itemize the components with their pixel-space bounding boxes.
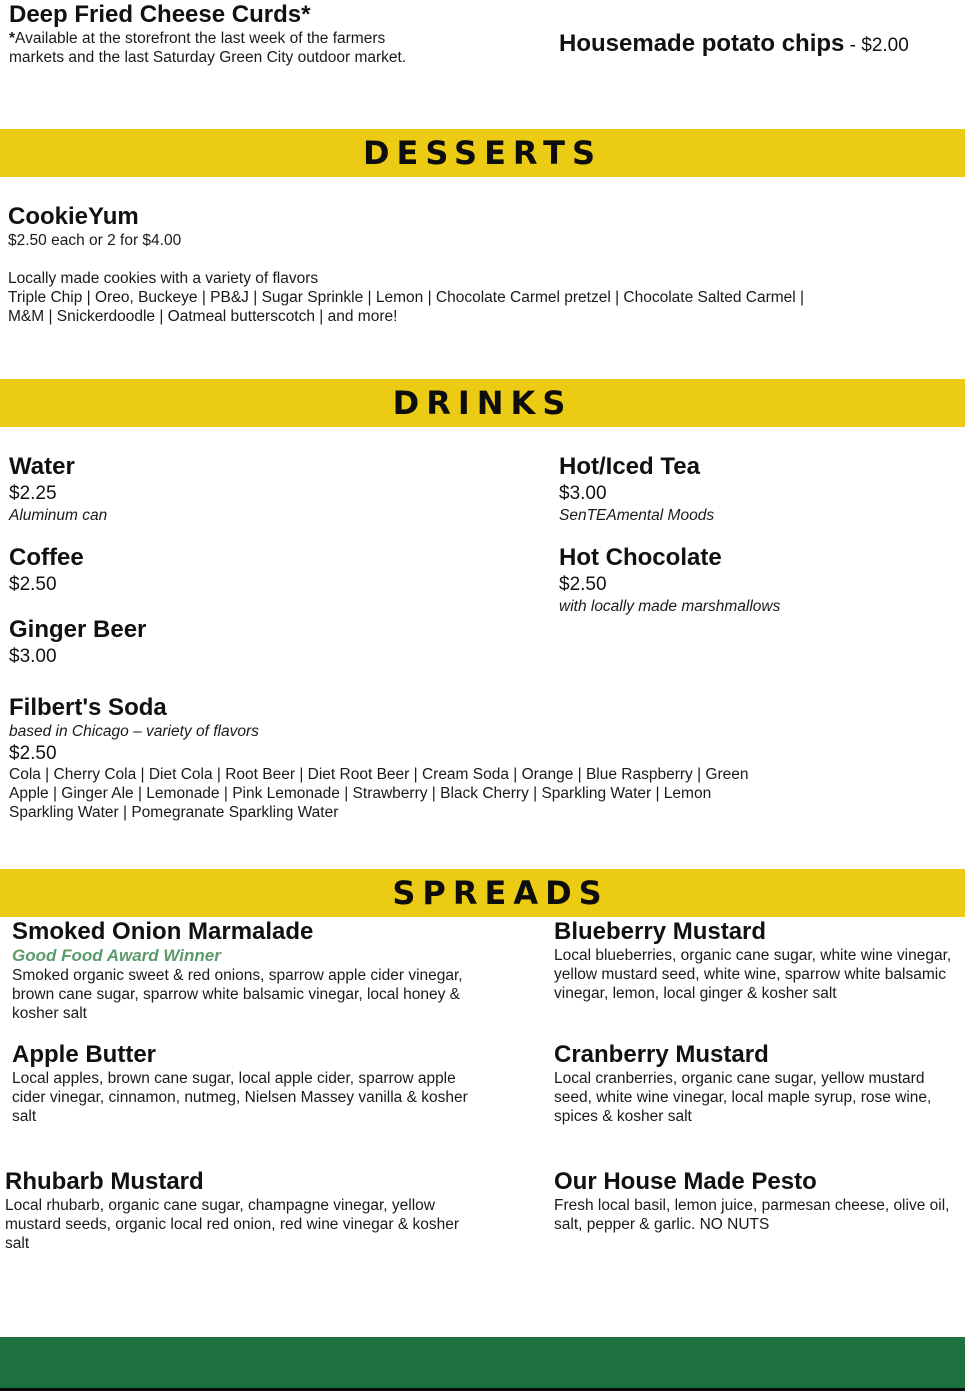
drink-title: Hot/Iced Tea <box>559 453 700 480</box>
soda-price: $2.50 <box>9 743 57 764</box>
drink-filberts-soda <box>9 694 769 822</box>
cheese-curds-note <box>9 29 419 67</box>
drink-coffee <box>9 544 84 596</box>
spread-cranberry-mustard <box>554 1041 934 1126</box>
drink-note: Aluminum can <box>9 507 108 524</box>
spread-description: Local apples, brown cane sugar, local apple cider, sparrow apple cider vinegar, cinnamon, nutmeg, Nielsen Massey vanilla & kosher salt <box>12 1070 468 1125</box>
drink-price: $2.50 <box>9 574 57 595</box>
spread-description: Local rhubarb, organic cane sugar, champagne vinegar, yellow mustard seeds, organic local red onion, red wine vinegar & kosher salt <box>5 1197 460 1252</box>
soda-note: based in Chicago – variety of flavors <box>9 723 259 740</box>
spread-house-pesto <box>554 1168 965 1234</box>
drink-water <box>9 453 107 525</box>
desserts-heading: DESSERTS <box>362 134 602 172</box>
cookieyum-price: $2.50 each or 2 for $4.00 <box>8 232 182 249</box>
spread-description: Smoked organic sweet & red onions, sparrow apple cider vinegar, brown cane sugar, sparrow white balsamic vinegar, local honey & kosher salt <box>12 967 463 1022</box>
potato-chips-item <box>559 30 909 58</box>
spread-title: Apple Butter <box>12 1041 156 1068</box>
drink-tea <box>559 453 714 525</box>
drink-title: Ginger Beer <box>9 616 147 643</box>
spread-smoked-onion <box>12 918 482 1023</box>
asterisk: * <box>9 30 16 47</box>
drink-note: with locally made marshmallows <box>559 598 781 615</box>
spread-title: Our House Made Pesto <box>554 1168 817 1195</box>
drink-title: Hot Chocolate <box>559 544 722 571</box>
drink-note: SenTEAmental Moods <box>559 507 715 524</box>
drink-price: $2.50 <box>559 574 607 595</box>
spread-title: Blueberry Mustard <box>554 918 767 945</box>
potato-chips-price: - $2.00 <box>844 35 909 56</box>
drink-hot-chocolate <box>559 544 780 616</box>
award-badge: Good Food Award Winner <box>12 946 221 965</box>
spread-title: Rhubarb Mustard <box>5 1168 204 1195</box>
spreads-banner <box>0 869 965 917</box>
soda-title: Filbert's Soda <box>9 694 167 721</box>
cheese-curds-title: Deep Fried Cheese Curds* <box>9 1 311 28</box>
spread-description: Fresh local basil, lemon juice, parmesan cheese, olive oil, salt, pepper & garlic. NO NUTS <box>554 1197 950 1233</box>
soda-flavors: Cola | Cherry Cola | Diet Cola | Root Beer | Diet Root Beer | Cream Soda | Orange | Blue Raspberry | Green Apple | Ginger Ale | Lemonade | Pink Lemonade | Strawberry | Black Cherry | Sparkling Water | Lemon Sparkling Water | Pomegranate Sparkling Water <box>9 766 749 821</box>
spread-description: Local cranberries, organic cane sugar, yellow mustard seed, white wine vinegar, local maple syrup, rose wine, spices & kosher salt <box>554 1070 932 1125</box>
drinks-heading: DRINKS <box>392 384 573 422</box>
spread-title: Smoked Onion Marmalade <box>12 918 314 945</box>
drink-title: Coffee <box>9 544 84 571</box>
cookieyum-flavors: Triple Chip | Oreo, Buckeye | PB&J | Sugar Sprinkle | Lemon | Chocolate Carmel pretzel | Chocolate Salted Carmel | M&M | Snickerdoodle | Oatmeal butterscotch | and more! <box>8 289 805 325</box>
drink-price: $3.00 <box>9 646 57 667</box>
cookieyum-description: Locally made cookies with a variety of flavors <box>8 270 319 287</box>
spread-rhubarb-mustard <box>5 1168 460 1253</box>
spread-apple-butter <box>12 1041 482 1126</box>
drink-ginger-beer <box>9 616 146 668</box>
desserts-banner <box>0 129 965 177</box>
drink-price: $2.25 <box>9 483 57 504</box>
cheese-curds-note-text: Available at the storefront the last week of the farmers markets and the last Saturday Green City outdoor market. <box>9 30 407 66</box>
drink-price: $3.00 <box>559 483 607 504</box>
potato-chips-title: Housemade potato chips <box>559 30 845 57</box>
spread-title: Cranberry Mustard <box>554 1041 769 1068</box>
cookieyum-title: CookieYum <box>8 203 139 230</box>
footer-bar <box>0 1337 965 1391</box>
spread-blueberry-mustard <box>554 918 965 1003</box>
spreads-heading: SPREADS <box>392 874 609 912</box>
spread-description: Local blueberries, organic cane sugar, white wine vinegar, yellow mustard seed, white wine, sparrow white balsamic vinegar, lemon, local ginger & kosher salt <box>554 947 952 1002</box>
drinks-banner <box>0 379 965 427</box>
drink-title: Water <box>9 453 75 480</box>
